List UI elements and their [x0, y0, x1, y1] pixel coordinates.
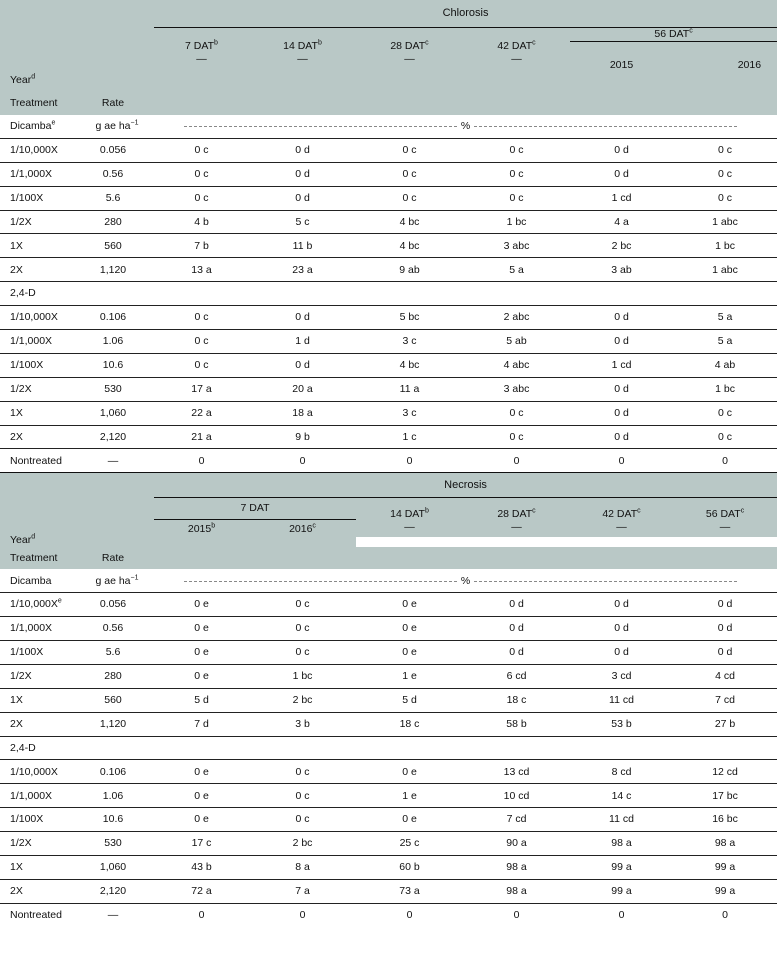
treatment-cell: 1/100X	[0, 353, 90, 377]
value-cell: 0 d	[463, 593, 570, 617]
value-cell: 4 cd	[673, 664, 777, 688]
value-cell: 4 a	[570, 210, 673, 234]
value-cell: 0 c	[154, 186, 249, 210]
value-cell: 0 e	[356, 760, 463, 784]
value-cell: 0	[722, 454, 728, 467]
necrosis-col-14dat: 14 DAT$^b$ —	[390, 507, 429, 533]
table-row	[0, 306, 777, 330]
table-row	[0, 808, 777, 832]
table-row	[0, 784, 777, 808]
value-cell: 1 d	[249, 330, 356, 354]
treatment-cell: 1/100X	[0, 808, 90, 832]
table-row	[0, 593, 777, 617]
value-cell: 1 abc	[673, 258, 777, 282]
value-cell: 7 cd	[463, 808, 570, 832]
necrosis-rate-unit: g ae $ha^{-1}$	[90, 569, 154, 592]
value-cell: 7 d	[154, 712, 249, 736]
necrosis-header	[0, 473, 777, 570]
value-cell: 14 c	[570, 784, 673, 808]
value-cell: 0 d	[249, 138, 356, 162]
chlorosis-col-14dat: 14 DAT$^b$ —	[283, 39, 322, 65]
necrosis-treatment-label: Treatment	[10, 552, 58, 565]
value-cell: 4 ab	[673, 353, 777, 377]
value-cell: 0 d	[570, 593, 673, 617]
necrosis-nontreated-row	[0, 903, 777, 926]
treatment-cell: 1/10,000X	[0, 760, 90, 784]
table-row	[0, 641, 777, 665]
table-row	[0, 330, 777, 354]
treatment-cell: Nontreated	[10, 454, 62, 467]
value-cell: 0	[618, 454, 625, 467]
value-cell: 9 b	[249, 425, 356, 449]
chlorosis-title: Chlorosis	[154, 0, 777, 27]
value-cell: 0 d	[673, 641, 777, 665]
necrosis-table	[0, 472, 777, 926]
rate-cell: 5.6	[90, 186, 154, 210]
value-cell: 98 a	[570, 832, 673, 856]
rate-cell: 1,060	[90, 401, 154, 425]
value-cell: 12 cd	[673, 760, 777, 784]
value-cell: 5 a	[673, 330, 777, 354]
value-cell: 0 c	[463, 401, 570, 425]
value-cell: 0 d	[570, 306, 673, 330]
value-cell: 0	[299, 909, 306, 922]
value-cell: 0 c	[356, 138, 463, 162]
value-cell: 2 bc	[249, 832, 356, 856]
value-cell: 8 a	[249, 856, 356, 880]
value-cell: 5 d	[356, 688, 463, 712]
value-cell: 1 bc	[463, 210, 570, 234]
value-cell: 0 c	[673, 162, 777, 186]
value-cell: 0 d	[570, 162, 673, 186]
value-cell: 0	[513, 909, 520, 922]
value-cell: 0	[406, 454, 413, 467]
value-cell: 0 c	[249, 617, 356, 641]
value-cell: 13 a	[154, 258, 249, 282]
value-cell: 73 a	[356, 879, 463, 903]
value-cell: 99 a	[673, 879, 777, 903]
chlorosis-56dat-header: 56 DAT$^c$	[570, 27, 777, 41]
chlorosis-col-28dat: 28 DAT$^c$ —	[390, 39, 429, 65]
table-row	[0, 617, 777, 641]
value-cell: 0 c	[673, 425, 777, 449]
value-cell: 0 c	[154, 353, 249, 377]
table-row	[0, 664, 777, 688]
value-cell: 25 c	[356, 832, 463, 856]
value-cell: 1 bc	[249, 664, 356, 688]
necrosis-dicamba-rows	[0, 593, 777, 736]
value-cell: 11 b	[249, 234, 356, 258]
table-row	[0, 760, 777, 784]
value-cell: 1 e	[356, 784, 463, 808]
value-cell: 9 ab	[356, 258, 463, 282]
value-cell: 2 bc	[249, 688, 356, 712]
rate-cell: 0.56	[90, 617, 154, 641]
value-cell: 0 c	[356, 186, 463, 210]
rate-cell: 1,120	[90, 258, 154, 282]
value-cell: 0 d	[249, 353, 356, 377]
table-row	[0, 210, 777, 234]
chlorosis-herbicide-24d: 2,4-D	[0, 282, 90, 306]
table-row	[0, 856, 777, 880]
chlorosis-24d-header	[0, 282, 777, 306]
treatment-cell: 1/1,000X	[0, 784, 90, 808]
value-cell: 4 bc	[356, 234, 463, 258]
treatment-cell: 1/10,000X	[0, 138, 90, 162]
table-row	[0, 353, 777, 377]
value-cell: 58 b	[463, 712, 570, 736]
table-row	[0, 162, 777, 186]
value-cell: 0 e	[154, 784, 249, 808]
rate-cell: 0.56	[90, 162, 154, 186]
necrosis-title: Necrosis	[154, 473, 777, 498]
value-cell: 0	[722, 909, 728, 922]
value-cell: 99 a	[570, 856, 673, 880]
rate-cell: 0.106	[90, 306, 154, 330]
value-cell: 5 a	[673, 306, 777, 330]
chlorosis-24d-rows	[0, 306, 777, 449]
value-cell: 16 bc	[673, 808, 777, 832]
value-cell: 0	[513, 454, 520, 467]
value-cell: 11 cd	[570, 688, 673, 712]
value-cell: 0 d	[249, 162, 356, 186]
necrosis-7dat-header: 7 DAT	[154, 497, 356, 519]
chlorosis-col-42dat: 42 DAT$^c$ —	[497, 39, 536, 65]
value-cell: 3 abc	[463, 377, 570, 401]
rate-cell: 1.06	[90, 330, 154, 354]
value-cell: 98 a	[673, 832, 777, 856]
value-cell: 0 e	[356, 593, 463, 617]
value-cell: 5 bc	[356, 306, 463, 330]
value-cell: 0 d	[570, 401, 673, 425]
value-cell: 99 a	[673, 856, 777, 880]
value-cell: 0 c	[249, 784, 356, 808]
value-cell: 0 c	[673, 401, 777, 425]
chlorosis-table	[0, 0, 777, 472]
value-cell: 0 c	[154, 138, 249, 162]
value-cell: 3 c	[356, 330, 463, 354]
necrosis-col-42dat: 42 DAT$^c$ —	[602, 507, 641, 533]
value-cell: 0 d	[570, 330, 673, 354]
value-cell: 2 bc	[570, 234, 673, 258]
value-cell: 0 c	[154, 162, 249, 186]
rate-cell: 1,120	[90, 712, 154, 736]
chlorosis-rate-label: Rate	[101, 96, 125, 109]
value-cell: 11 a	[356, 377, 463, 401]
value-cell: 1 cd	[570, 353, 673, 377]
chlorosis-col-7dat: 7 DAT$^b$ —	[185, 39, 218, 65]
rate-cell: —	[107, 454, 119, 467]
value-cell: 4 bc	[356, 353, 463, 377]
value-cell: 6 cd	[463, 664, 570, 688]
treatment-cell: 1X	[0, 401, 90, 425]
table-row	[0, 879, 777, 903]
value-cell: 0 c	[463, 425, 570, 449]
value-cell: 13 cd	[463, 760, 570, 784]
treatment-cell: 1/1,000X	[0, 330, 90, 354]
value-cell: 0 c	[249, 641, 356, 665]
value-cell: 2 abc	[463, 306, 570, 330]
rate-cell: 0.106	[90, 760, 154, 784]
treatment-cell: 2X	[0, 258, 90, 282]
value-cell: 0 c	[356, 162, 463, 186]
value-cell: 0 c	[249, 593, 356, 617]
value-cell: 0	[299, 454, 306, 467]
value-cell: 5 ab	[463, 330, 570, 354]
table-row	[0, 688, 777, 712]
value-cell: 0	[198, 909, 205, 922]
table-row	[0, 449, 777, 472]
value-cell: 1 bc	[673, 377, 777, 401]
value-cell: 27 b	[673, 712, 777, 736]
value-cell: 18 c	[463, 688, 570, 712]
rate-cell: 5.6	[90, 641, 154, 665]
rate-cell: 10.6	[90, 808, 154, 832]
treatment-cell: 1/2X	[0, 664, 90, 688]
rate-cell: 530	[90, 377, 154, 401]
value-cell: 4 bc	[356, 210, 463, 234]
value-cell: 0	[406, 909, 413, 922]
value-cell: 0 e	[154, 760, 249, 784]
value-cell: 17 bc	[673, 784, 777, 808]
necrosis-year-2015: 2015$^b$	[187, 522, 216, 535]
value-cell: 20 a	[249, 377, 356, 401]
necrosis-year-label: Year$^d$	[10, 533, 36, 546]
value-cell: 0 d	[249, 186, 356, 210]
value-cell: 7 a	[249, 879, 356, 903]
value-cell: 11 cd	[570, 808, 673, 832]
value-cell: 0	[198, 454, 205, 467]
table-row	[0, 401, 777, 425]
value-cell: 18 a	[249, 401, 356, 425]
value-cell: 3 abc	[463, 234, 570, 258]
treatment-cell: 1X	[0, 856, 90, 880]
chlorosis-body	[0, 115, 777, 138]
value-cell: 0 e	[356, 808, 463, 832]
chlorosis-nontreated-row	[0, 449, 777, 472]
chlorosis-treatment-label: Treatment	[10, 96, 58, 109]
value-cell: 98 a	[463, 879, 570, 903]
value-cell: 0 e	[154, 593, 249, 617]
table-row	[0, 425, 777, 449]
treatment-cell: 1/10,000X	[0, 306, 90, 330]
value-cell: 53 b	[570, 712, 673, 736]
value-cell: 0 e	[356, 617, 463, 641]
value-cell: 0 c	[463, 138, 570, 162]
value-cell: 0 d	[673, 593, 777, 617]
value-cell: 0 e	[154, 617, 249, 641]
chlorosis-percent-unit: %	[154, 115, 777, 138]
value-cell: 0 d	[673, 617, 777, 641]
rate-cell: 1.06	[90, 784, 154, 808]
value-cell: 0 c	[463, 186, 570, 210]
value-cell: 1 cd	[570, 186, 673, 210]
value-cell: 5 c	[249, 210, 356, 234]
treatment-cell: 1X	[0, 688, 90, 712]
necrosis-body	[0, 569, 777, 592]
value-cell: 1 c	[356, 425, 463, 449]
necrosis-24d-header	[0, 736, 777, 760]
rate-cell: —	[107, 909, 119, 922]
value-cell: 0 d	[570, 377, 673, 401]
treatment-cell: 1X	[0, 234, 90, 258]
value-cell: 0 e	[154, 641, 249, 665]
value-cell: 60 b	[356, 856, 463, 880]
value-cell: 98 a	[463, 856, 570, 880]
necrosis-24d-rows	[0, 760, 777, 903]
value-cell: 17 c	[154, 832, 249, 856]
value-cell: 4 abc	[463, 353, 570, 377]
treatment-cell: 1/1,000X	[0, 617, 90, 641]
value-cell: 1 bc	[673, 234, 777, 258]
value-cell: 0 d	[249, 306, 356, 330]
rate-cell: 530	[90, 832, 154, 856]
chlorosis-herbicide-dicamba: Dicamba$^e$	[0, 115, 90, 138]
necrosis-percent-unit: %	[154, 569, 777, 592]
treatment-cell: 1/2X	[0, 377, 90, 401]
rate-cell: 10.6	[90, 353, 154, 377]
chlorosis-year-label: Year$^d$	[10, 73, 36, 86]
chlorosis-year-2016: 2016	[737, 58, 762, 71]
chlorosis-year-2015: 2015	[609, 58, 634, 71]
value-cell: 0 c	[249, 808, 356, 832]
value-cell: 0 d	[463, 617, 570, 641]
value-cell: 1 e	[356, 664, 463, 688]
treatment-cell: 2X	[0, 712, 90, 736]
table-row	[0, 186, 777, 210]
value-cell: 0 d	[570, 641, 673, 665]
value-cell: 0 e	[154, 664, 249, 688]
necrosis-col-28dat: 28 DAT$^c$ —	[497, 507, 536, 533]
value-cell: 0 c	[673, 138, 777, 162]
value-cell: 22 a	[154, 401, 249, 425]
chlorosis-header	[0, 0, 777, 115]
chlorosis-rate-unit: g ae $ha^{-1}$	[90, 115, 154, 138]
table-row	[0, 258, 777, 282]
treatment-cell: 1/10,000Xe	[0, 593, 90, 617]
value-cell: 0 d	[570, 138, 673, 162]
value-cell: 0 c	[154, 306, 249, 330]
value-cell: 0 c	[249, 760, 356, 784]
value-cell: 1 abc	[673, 210, 777, 234]
table-row	[0, 234, 777, 258]
necrosis-rate-label: Rate	[101, 552, 125, 565]
table-row	[0, 903, 777, 926]
value-cell: 0	[618, 909, 625, 922]
value-cell: 0 d	[570, 617, 673, 641]
value-cell: 0 d	[463, 641, 570, 665]
rate-cell: 560	[90, 234, 154, 258]
necrosis-col-56dat: 56 DAT$^c$ —	[705, 507, 745, 533]
value-cell: 10 cd	[463, 784, 570, 808]
value-cell: 43 b	[154, 856, 249, 880]
value-cell: 90 a	[463, 832, 570, 856]
rate-cell: 1,060	[90, 856, 154, 880]
value-cell: 5 a	[463, 258, 570, 282]
value-cell: 0 c	[673, 186, 777, 210]
value-cell: 3 c	[356, 401, 463, 425]
value-cell: 17 a	[154, 377, 249, 401]
value-cell: 18 c	[356, 712, 463, 736]
value-cell: 0 c	[154, 330, 249, 354]
rate-cell: 2,120	[90, 879, 154, 903]
value-cell: 21 a	[154, 425, 249, 449]
value-cell: 8 cd	[570, 760, 673, 784]
treatment-cell: Nontreated	[10, 909, 62, 922]
value-cell: 99 a	[570, 879, 673, 903]
value-cell: 5 d	[154, 688, 249, 712]
rate-cell: 2,120	[90, 425, 154, 449]
necrosis-year-2016: 2016$^c$	[289, 522, 316, 535]
value-cell: 3 ab	[570, 258, 673, 282]
treatment-cell: 1/2X	[0, 832, 90, 856]
table-row	[0, 712, 777, 736]
table-row	[0, 377, 777, 401]
table-row	[0, 832, 777, 856]
treatment-cell: 2X	[0, 425, 90, 449]
necrosis-herbicide-24d: 2,4-D	[0, 736, 90, 760]
rate-cell: 0.056	[90, 138, 154, 162]
rate-cell: 280	[90, 664, 154, 688]
value-cell: 0 e	[154, 808, 249, 832]
chlorosis-dicamba-rows	[0, 138, 777, 281]
treatment-cell: 1/2X	[0, 210, 90, 234]
table-row	[0, 138, 777, 162]
rate-cell: 280	[90, 210, 154, 234]
treatment-cell: 2X	[0, 879, 90, 903]
treatment-cell: 1/100X	[0, 641, 90, 665]
value-cell: 0 e	[356, 641, 463, 665]
value-cell: 3 cd	[570, 664, 673, 688]
value-cell: 4 b	[154, 210, 249, 234]
necrosis-herbicide-dicamba: Dicamba	[0, 569, 90, 592]
value-cell: 0 d	[570, 425, 673, 449]
value-cell: 7 cd	[673, 688, 777, 712]
rate-cell: 0.056	[90, 593, 154, 617]
treatment-cell: 1/100X	[0, 186, 90, 210]
treatment-cell: 1/1,000X	[0, 162, 90, 186]
rate-cell: 560	[90, 688, 154, 712]
value-cell: 23 a	[249, 258, 356, 282]
value-cell: 7 b	[154, 234, 249, 258]
value-cell: 3 b	[249, 712, 356, 736]
value-cell: 72 a	[154, 879, 249, 903]
value-cell: 0 c	[463, 162, 570, 186]
